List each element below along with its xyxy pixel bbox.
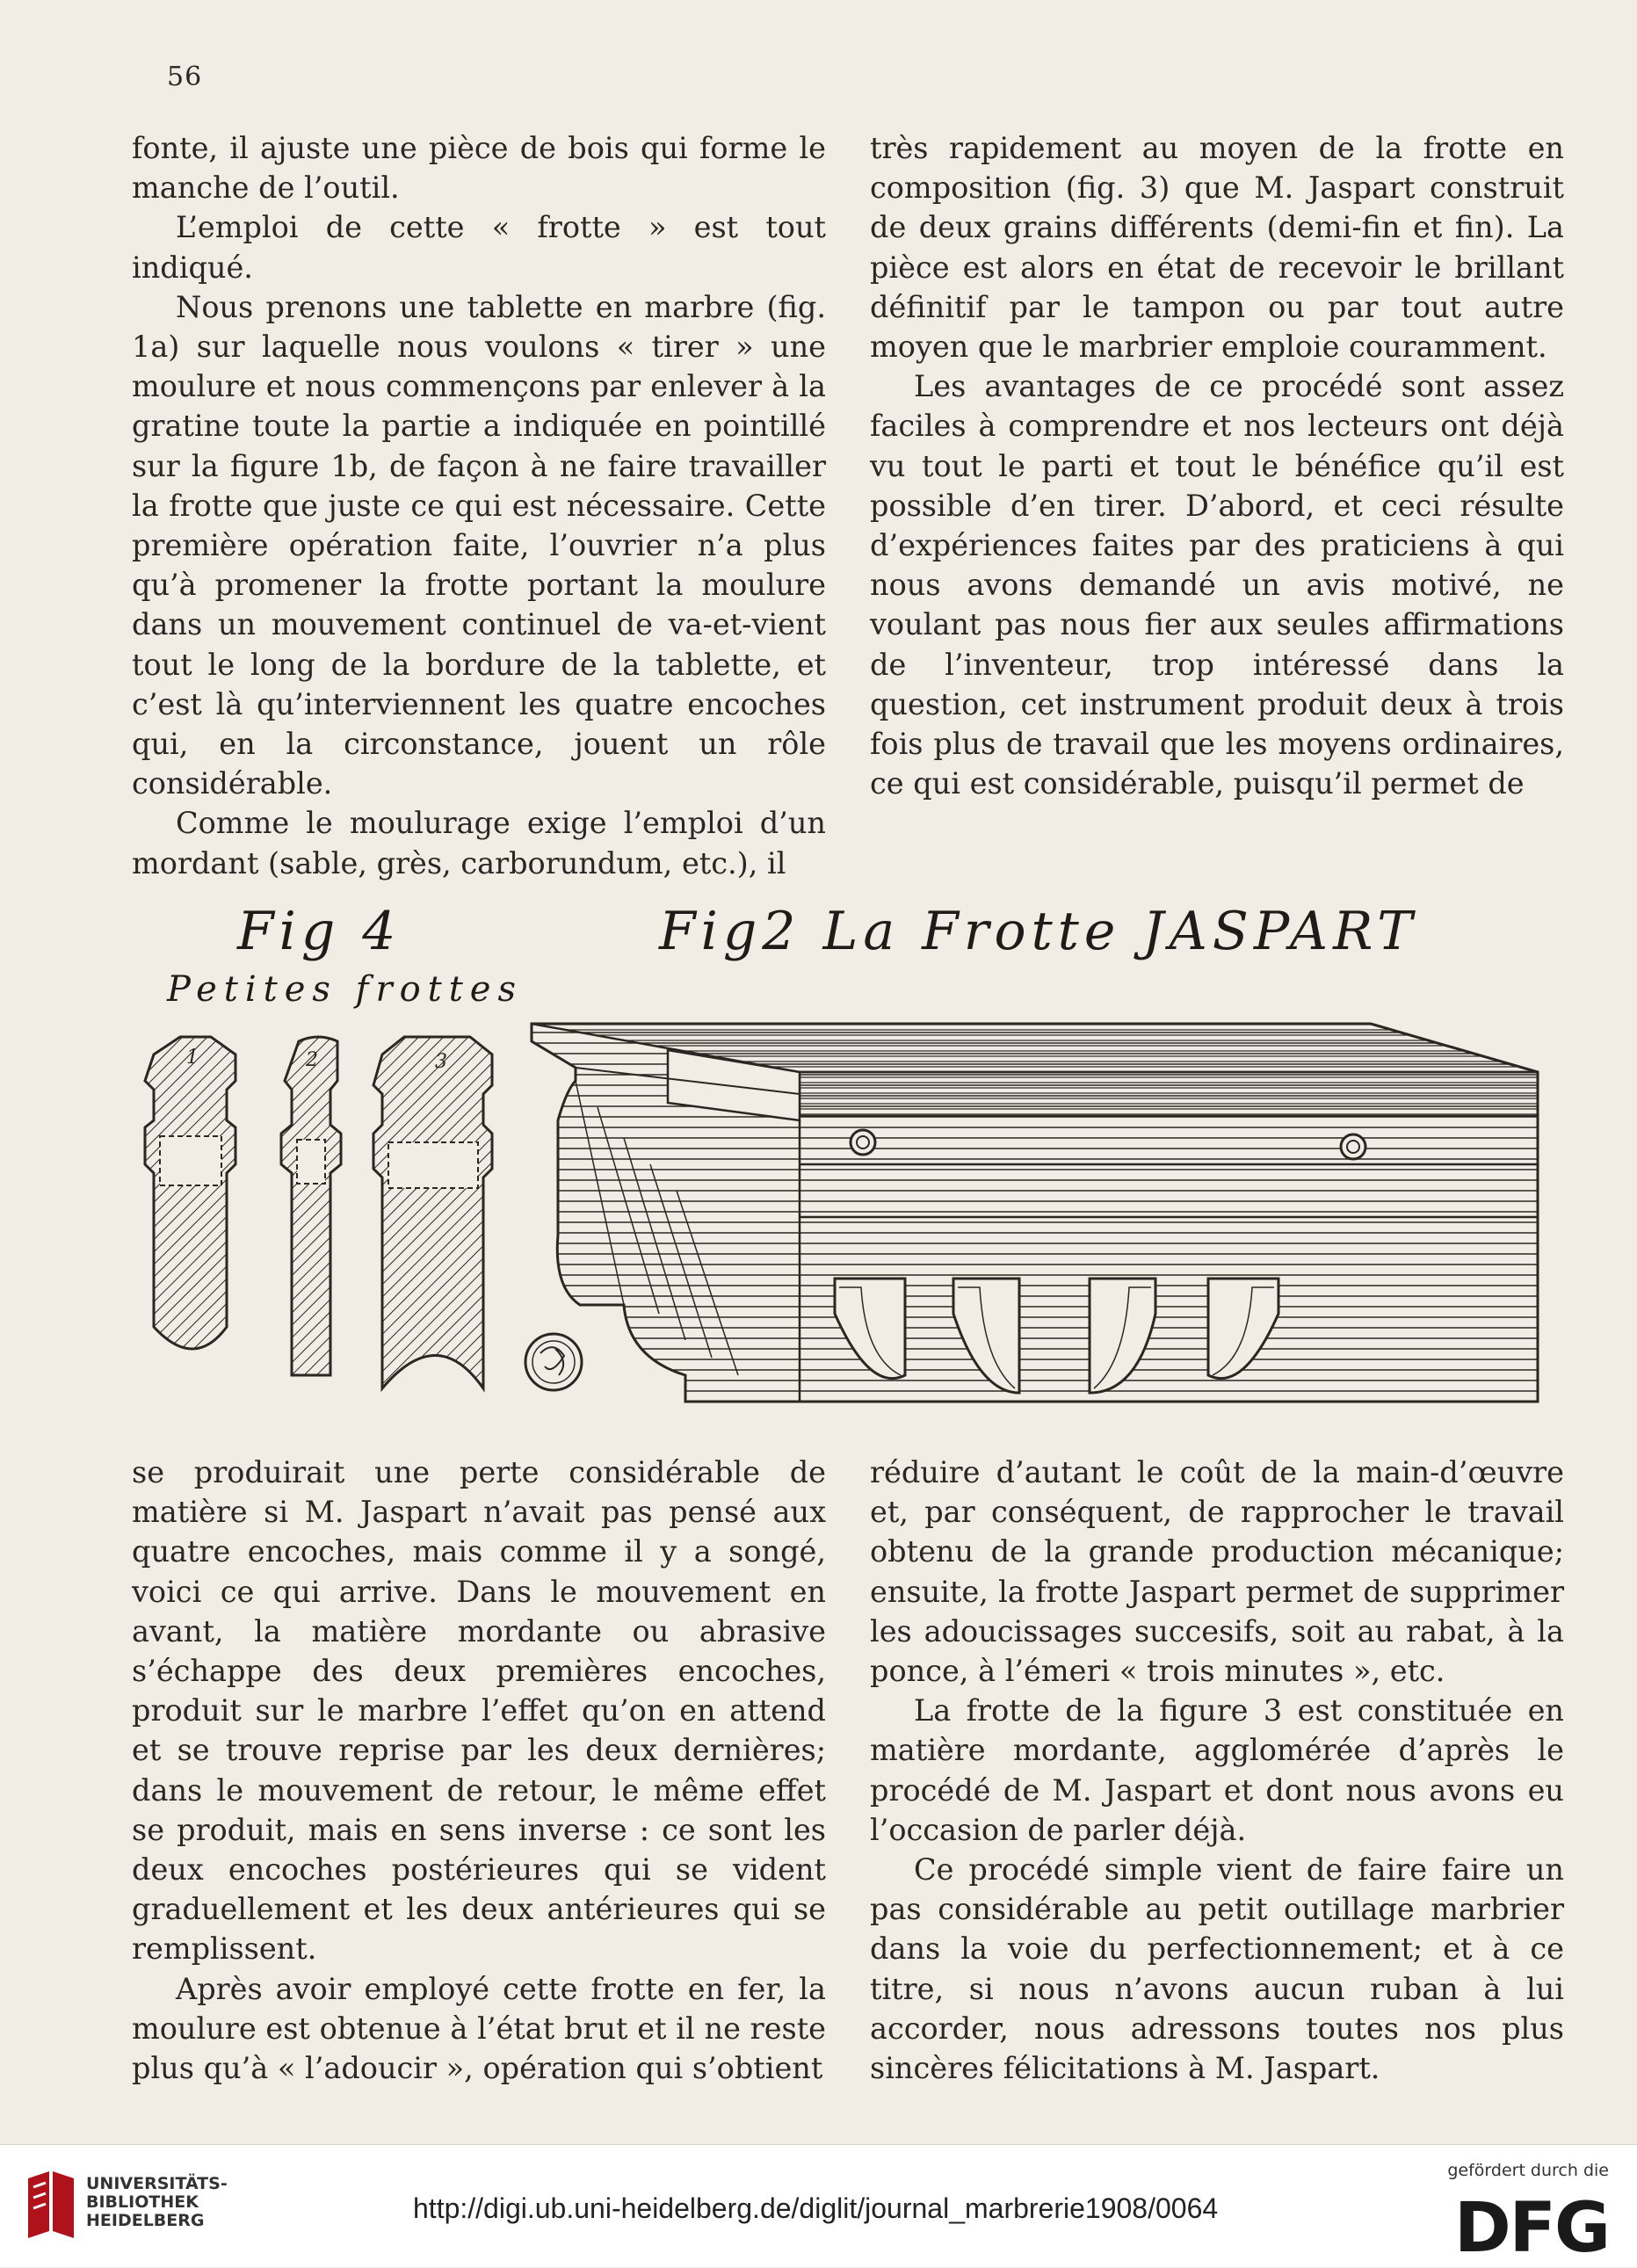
text-column-bottom-left: [132, 1453, 826, 2088]
university-library-logo-icon: [21, 2170, 79, 2240]
dfg-logo: DFG: [1453, 2189, 1609, 2268]
fig4-subtitle: Petites frottes: [167, 969, 523, 1010]
small-frotte-3: [373, 1037, 492, 1388]
small-frotte-2: [281, 1037, 341, 1375]
fig4-title: Fig 4: [237, 901, 402, 962]
small-frotte-1: [145, 1037, 235, 1349]
page-number: 56: [167, 62, 203, 92]
text-column-top-left: [132, 128, 826, 883]
paragraph: L’emploi de cette « frotte » est tout indiqué.: [132, 210, 826, 285]
paragraph: Après avoir employé cette frotte en fer, la moulure est obtenue à l’état brut et il ne reste plus qu’à « l’adoucir », opération qui s’obtient: [132, 1971, 826, 2086]
fig2-title: Fig2 La Frotte JASPART: [659, 901, 1418, 962]
paragraph: Comme le moulurage exige l’emploi d’un mordant (sable, grès, carborundum, etc.), il: [132, 806, 826, 880]
frotte-label: 3: [435, 1051, 447, 1073]
frotte-label: 1: [186, 1047, 199, 1069]
monogram-seal: [525, 1334, 582, 1390]
funding-note: gefördert durch die: [1447, 2161, 1609, 2180]
paragraph: La frotte de la figure 3 est constituée en matière mordante, agglomérée d’après le procédé de M. Jaspart et dont nous avons eu l’occasion de parler déjà.: [870, 1693, 1564, 1847]
paragraph: fonte, il ajuste une pièce de bois qui forme le manche de l’outil.: [132, 131, 826, 206]
frotte-label: 2: [306, 1049, 318, 1071]
paragraph: Ce procédé simple vient de faire faire un pas considérable au petit outillage marbrier dans la voie du perfectionnement; et à ce titre, si nous n’avons aucun ruban à lui accorder, nous adressons toutes nos plus sincères félicitations à M. Jaspart.: [870, 1852, 1564, 2086]
paragraph: très rapidement au moyen de la frotte en composition (fig. 3) que M. Jaspart construit de deux grains différents (demi-fin et fin). La pièce est alors en état de recevoir le brillant définitif par le tampon ou par tout autre moyen que le marbrier emploie couramment.: [870, 131, 1564, 365]
figure-illustration: [132, 901, 1551, 1428]
text-column-top-right: [870, 128, 1564, 803]
paragraph: Les avantages de ce procédé sont assez faciles à comprendre et nos lecteurs ont déjà vu tout le parti et tout le bénéfice qu’il est possible d’en tirer. D’abord, et ceci résulte d’expériences faites par des praticiens à qui nous avons demandé un avis motivé, ne voulant pas nous fier aux seules affirmations de l’inventeur, trop intéressé dans la question, cet instrument produit deux à trois fois plus de travail que les moyens ordinaires, ce qui est considérable, puisqu’il permet de: [870, 369, 1564, 801]
paragraph: se produirait une perte considérable de matière si M. Jaspart n’avait pas pensé aux quatre encoches, mais comme il y a songé, voici ce qui arrive. Dans le mouvement en avant, la matière mordante ou abrasive s’échappe des deux premières encoches, produit sur le marbre l’effet qu’on en attend et se trouve reprise par les deux dernières; dans le mouvement de retour, le même effet se produit, mais en sens inverse : ce sont les deux encoches postérieures qui se vident graduellement et les deux antérieures qui se remplissent.: [132, 1455, 826, 1967]
paragraph: réduire d’autant le coût de la main-d’œuvre et, par conséquent, de rapprocher le travail obtenu de la grande production mécanique; ensuite, la frotte Jaspart permet de supprimer les adoucissages succesifs, soit au rabat, à la ponce, à l’émeri « trois minutes », etc.: [870, 1455, 1564, 1689]
permalink-url[interactable]: http://digi.ub.uni-heidelberg.de/diglit/journal_marbrerie1908/0064: [413, 2192, 1219, 2224]
tool-drawing: [132, 901, 1551, 1428]
library-name: UNIVERSITÄTS- BIBLIOTHEK HEIDELBERG: [86, 2174, 228, 2230]
text-column-bottom-right: [870, 1453, 1564, 2088]
paragraph: Nous prenons une tablette en marbre (fig. 1a) sur laquelle nous voulons « tirer » une moulure et nous commençons par enlever à la gratine toute la partie a indiquée en pointillé sur la figure 1b, de façon à ne faire travailler la frotte que juste ce qui est nécessaire. Cette première opération faite, l’ouvrier n’a plus qu’à promener la frotte portant la moulure dans un mouvement continuel de va-et-vient tout le long de la bordure de la tablette, et c’est là qu’interviennent les quatre encoches qui, en la circonstance, jouent un rôle considérable.: [132, 289, 826, 801]
digitization-footer: [0, 2144, 1637, 2267]
jaspart-frotte-drawing: [532, 1024, 1538, 1402]
